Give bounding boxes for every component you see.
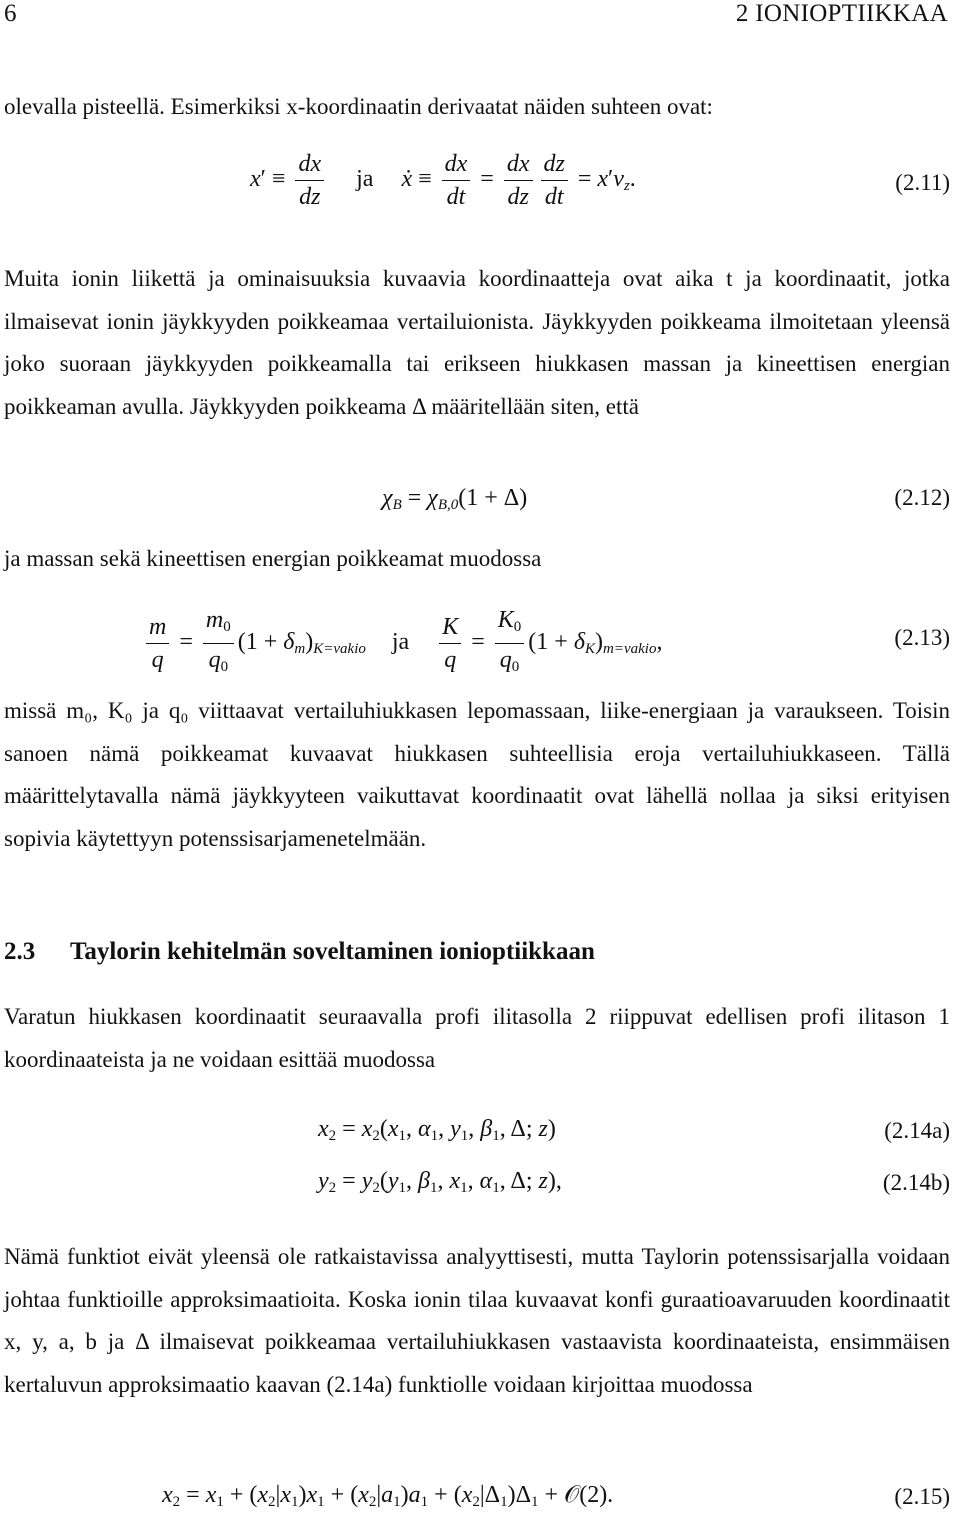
equation-2-13: $\frac{m}{q}$ = $\frac{m_0}{q_0}$ $(1 + \delta_m)_{K=vakio}$ ja $\frac{K}{q}$ = $\frac{K_0}{q_0}$ $(1 + \delta_K)_{m=vakio}$, [142, 604, 662, 683]
running-title: 2 IONIOPTIIKKAA [735, 0, 948, 27]
paragraph-4: missä m₀, K₀ ja q₀ viittaavat vertailuhiukkasen lepomassaan, liike-energiaan ja varaukseen. Toisin sanoen nämä poikkeamat kuvaavat hiukkasen suhteellisia eroja vertailuhiukkaseen. Tällä määrittelytavalla nämä jäykkyyteen vaikuttavat koordinaatit ovat lähellä nollaa ja siksi erityisen sopivia käytettyyn potenssisarjamenetelmään. [4, 698, 950, 851]
paragraph-6: Nämä funktiot eivät yleensä ole ratkaistavissa analyyttisesti, mutta Taylorin potenssisarjalla voidaan johtaa funktioille approksimaatioita. Koska ionin tilaa kuvaavat konfi guraatioavaruuden koordinaatit x, y, a, b ja Δ ilmaisevat poikkeamaa vertailuhiukkasen vastaavista koordinaateista, ensimmäisen kertaluvun approksimaatio kaavan (2.14a) funktiolle voidaan kirjoittaa muodossa [4, 1244, 950, 1397]
equation-2-14b: $y_2 = y_2(y_1$, $\beta_1$, $x_1$, $\alpha_1$, Δ; z), [318, 1168, 562, 1196]
paragraph-5: Varatun hiukkasen koordinaatit seuraavalla profi ilitasolla 2 riippuvat edellisen profi ilitason 1 koordinaateista ja ne voidaan esittää muodossa [4, 1004, 950, 1072]
equation-2-12: $\chi_B = \chi_{B,0}(1 + \Delta)$ [382, 485, 528, 513]
equation-2-11: x′ ≡ $\frac{dx}{dz}$ ja ẋ ≡ $\frac{dx}{dt}$ = $\frac{dx}{dz}$ $\frac{dz}{dt}$ = $x'v_z$. [250, 148, 636, 213]
paragraph-1: olevalla pisteellä. Esimerkiksi x-koordinaatin derivaatat näiden suhteen ovat: [4, 94, 713, 119]
section-heading [4, 938, 595, 966]
paragraph-2: Muita ionin liikettä ja ominaisuuksia kuvaavia koordinaatteja ovat aika t ja koordinaatit, jotka ilmaisevat ionin jäykkyyden poikkeamaa vertailuionista. Jäykkyyden poikkeama ilmoitetaan yleensä joko suoraan jäykkyyden poikkeamalla tai erikseen hiukkasen massan ja kineettisen energian poikkeaman avulla. Jäykkyyden poikkeama Δ määritellään siten, että [4, 266, 950, 419]
paragraph-3: ja massan sekä kineettisen energian poikkeamat muodossa [4, 546, 542, 571]
section-title: Taylorin kehitelmän soveltaminen ionioptiikkaan [70, 938, 595, 965]
equation-number-2-14b: (2.14b) [882, 1170, 950, 1195]
equation-2-14a: $x_2 = x_2(x_1$, $\alpha_1$, $y_1$, $\beta_1$, Δ; z) [318, 1116, 556, 1144]
running-header [4, 0, 948, 30]
equation-number-2-14a: (2.14a) [884, 1118, 950, 1143]
equation-number-2-13: (2.13) [894, 625, 950, 650]
equation-number-2-15: (2.15) [894, 1484, 950, 1509]
equation-2-15: $x_2 = x_1 + (x_2|x_1)x_1 + (x_2|a_1)a_1 + (x_2|\Delta_1)\Delta_1$ + 𝒪(2). [162, 1482, 614, 1510]
eq-ja: ja [356, 166, 374, 193]
eq-ja: ja [391, 629, 410, 656]
page-number: 6 [4, 0, 17, 27]
section-number: 2.3 [4, 938, 36, 965]
equation-number-2-12: (2.12) [894, 485, 950, 510]
equation-number-2-11: (2.11) [895, 170, 950, 195]
